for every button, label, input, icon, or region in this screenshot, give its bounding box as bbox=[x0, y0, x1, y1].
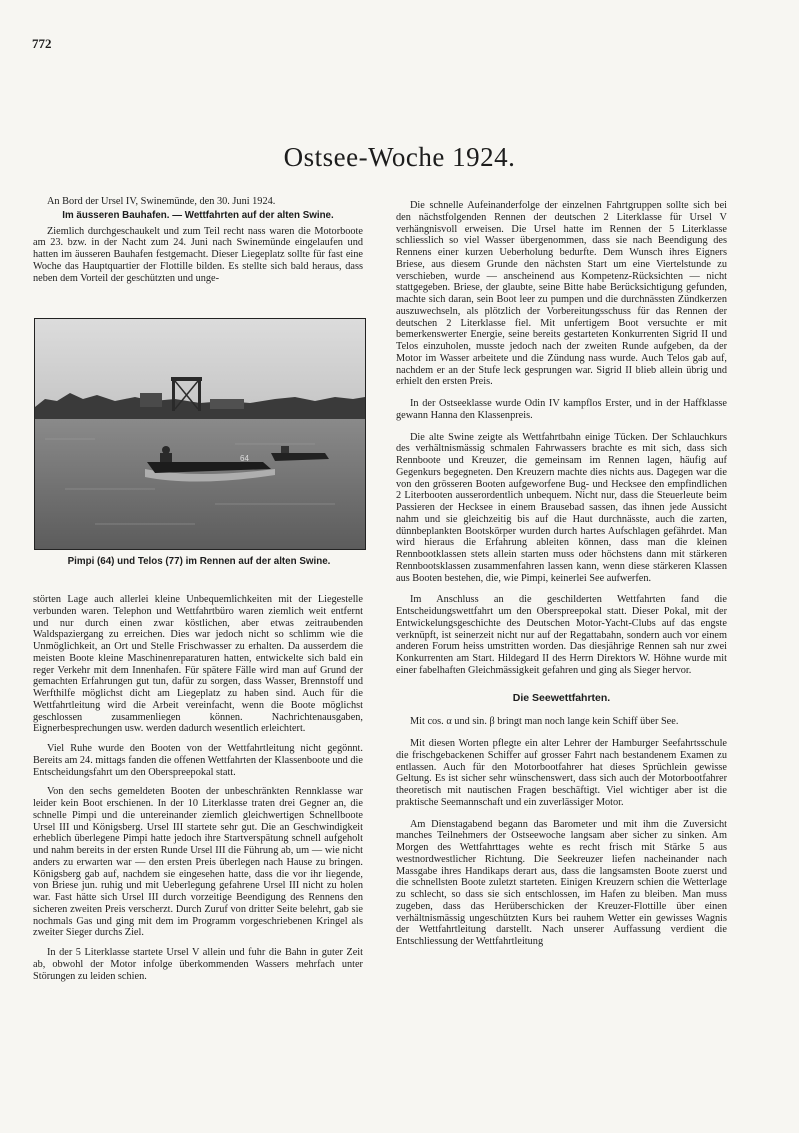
page-number: 772 bbox=[32, 36, 52, 51]
race-photo-image bbox=[35, 319, 365, 549]
paragraph: Am Dienstagabend begann das Barometer und mit ihm die Zuversicht manches Teilnehmers der Ostseewoche langsam aber sicher zu sinken. Am Morgen des Wettfahrttages wehte es recht frisch mit Stärke 5 aus westnordwestlicher Richtung. Die Seekreuzer liefen nacheinander nach Massgabe ihres Handikaps derart aus, dass die langsamsten Boote zuerst und die schnellsten Boote zuletzt starteten. Einigen Kreuzern schien die Wetterlage zu schlecht, so dass sie sich entschlossen, im Hafen zu bleiben. Man muss zugeben, dass das Herüberschicken der Kreuzer-Flottille über einen verhältnismässig ungeschützten Kurs bei rauhem Wetter ein gewisses Wagnis der Wettfahrtleitung darstellt. Nach unserer Auffassung verdient die Entschliessung der Wettfahrtleitung bbox=[396, 818, 727, 947]
paragraph: Von den sechs gemeldeten Booten der unbeschränkten Rennklasse war leider kein Boot erschienen. In der 10 Literklasse traten drei Gegner an, die schnelle Pimpi und die untereinander ziemlich gleichwertigen Schnellboote Ursel III und Königsberg. Ursel III startete sehr gut. Die an Geschwindigkeit erheblich überlegene Pimpi hatte jedoch ihre Startverspätung schnell aufgeholt und nahm bereits in der ersten Runde Ursel III die Führung ab, um — wie nicht anders zu erwarten war — den ersten Preis überlegen nach Hause zu bringen. Königsberg gab auf, nachdem sie eingesehen hatte, dass die vor ihr liegende, von Briese jun. ruhig und mit Ueberlegung gefahrene Ursel III nicht zu holen war. Fast hätte sich Ursel III durch vorzeitige Beendigung des Rennens den sicheren zweiten Preis verscherzt. Durch Zuruf von dritter Seite belehrt, gab sie nochmals Gas und ging mit dem im Programm vorgeschriebenen Kringel als zweiter Sieger durchs Ziel. bbox=[33, 786, 363, 939]
paragraph: störten Lage auch allerlei kleine Unbequemlichkeiten mit der Liegestelle verbunden waren. Telephon und Wettfahrtbüro waren ziemlich weit entfernt und nur durch einen zwar köstlichen, aber etwas zeitraubenden Waldspaziergang zu erreichen. Dies war jedoch nicht so schlimm wie die Unmöglichkeit, an Ort und Stelle Frischwasser zu erhalten. Da ausserdem die meisten Boote kleine Maschinenreparaturen hatten, entwickelte sich bald ein reger Verkehr mit dem Innenhafen. Für spätere Fälle wird man auf Grund der gemachten Erfahrungen gut tun, dafür zu sorgen, dass Wasser, Brennstoff und Werfthilfe möglichst dicht am Liegeplatz zu haben sind. Auch für die Wettfahrtleitung wird die Arbeit vereinfacht, wenn die Boote möglichst geschlossen zusammenliegen können. Nachrichtenausgaben, Eignerbesprechungen usw. werden dadurch wesentlich erleichtert. bbox=[33, 594, 363, 735]
section-subhead: Im äusseren Bauhafen. — Wettfahrten auf der alten Swine. bbox=[62, 209, 334, 221]
paragraph: In der 5 Literklasse startete Ursel V allein und fuhr die Bahn in guter Zeit ab, obwohl der Motor infolge überkommenden Wassers mehrfach unter Störungen zu leiden schien. bbox=[33, 947, 363, 982]
paragraph: Viel Ruhe wurde den Booten von der Wettfahrtleitung nicht gegönnt. Bereits am 24. mittags fanden die offenen Wettfahrten der Klassenboote und die Entscheidungsfahrt um den Oberspreepokal statt. bbox=[33, 743, 363, 778]
race-photo bbox=[34, 318, 366, 550]
paragraph: Die alte Swine zeigte als Wettfahrtbahn einige Tücken. Der Schlauchkurs des verhältnismässig schmalen Fahrwassers brachte es mit sich, dass sich Rennboote und Kreuzer, die gemeinsam im Rennen lagen, häufig auf Gegenkurs begegneten. Den Kreuzern machte dies nichts aus. Dagegen war die von den grösseren Booten aufgeworfene Bug- und Hecksee den empfindlichen 2 Literbooten ausserordentlich unbequem. Nicht nur, dass die Steuerleute beim Passieren der Hecksee in einem Brausebad sassen, das ihnen jede Aussicht nahm und sie gleichzeitig bis auf die Haut durchnässte, auch die zarten, dünnbeplankten Bootskörper wurden durch hartes Aufschlagen gefährdet. Man wird hieraus die Erfahrung ableiten können, dass man die kleinen Rennbootklassen stets allein starten muss oder höchstens dann mit stärkeren Rennbootsklassen zusammenfahren lassen kann, wenn diese stärkeren Klassen aus Booten bestehen, die, wie Pimpi, keinerlei See aufwerfen. bbox=[396, 431, 727, 584]
left-column-top bbox=[33, 196, 363, 284]
article-title: Ostsee-Woche 1924. bbox=[283, 142, 516, 172]
paragraph: In der Ostseeklasse wurde Odin IV kampflos Erster, und in der Haffklasse gewann Hanna den Klassenpreis. bbox=[396, 398, 727, 421]
paragraph: Ziemlich durchgeschaukelt und zum Teil recht nass waren die Motorboote am 23. bzw. in der Nacht zum 24. Juni nach Swinemünde eingelaufen und hatten im äusseren Bauhafen festgemacht. Dieser Liegeplatz sollte für fast eine Woche das Hauptquartier der Flottille bilden. Es stellte sich bald heraus, dass neben dem Vorteil der geschützten und unge- bbox=[33, 225, 363, 284]
svg-text:64: 64 bbox=[240, 454, 249, 463]
paragraph: Mit diesen Worten pflegte ein alter Lehrer der Hamburger Seefahrtsschule die frischgebackenen Schiffer auf grosser Fahrt nach bestandenem Examen zu entlassen. Auch für den Motorbootfahrer hat dieses Sprüchlein gewisse Geltung. Es ist sicher sehr wünschenswert, dass sich auch der Motorbootfahrer theoretisch mit nautischen Fragen beschäftigt. Viel wichtiger aber ist die praktische Seemannschaft und ein zuverlässiger Motor. bbox=[396, 738, 727, 808]
paragraph: Im Anschluss an die geschilderten Wettfahrten fand die Entscheidungswettfahrt um den Oberspreepokal statt. Dieser Pokal, mit der Entwickelungsgeschichte des Deutschen Motor-Yacht-Clubs auf das engste verknüpft, ist seinerzeit nicht nur auf der Regattabahn, sondern auch vor einem anderen Forum heiss umstritten worden. Das diesjährige Rennen sah nur zwei Konkurrenten am Start. Hildegard II des Herrn Direktors W. Höhne wurde mit einer fabelhaften Gleichmässigkeit gefahren und ging als Sieger hervor. bbox=[396, 594, 727, 676]
dateline: An Bord der Ursel IV, Swinemünde, den 30. Juni 1924. bbox=[47, 196, 276, 207]
photo-caption: Pimpi (64) und Telos (77) im Rennen auf der alten Swine. bbox=[67, 556, 331, 567]
section-heading: Die Seewettfahrten. bbox=[512, 691, 611, 704]
right-column bbox=[396, 200, 727, 948]
paragraph: Die schnelle Aufeinanderfolge der einzelnen Fahrtgruppen sollte sich bei den nächstfolgenden Rennen der deutschen 2 Literklasse für Ursel V verhängnisvoll erweisen. Die Ursel hatte im Rennen der 5 Literklasse schliesslich so viel Wasser übergenommen, dass sie nach Beendigung des Rennens einer kurzen Ueberholung bedurfte. Dem Wunsch ihres Eigners Briese, aus diesem Grunde den nächsten Start um eine Viertelstunde zu verschieben, wurde — anscheinend aus Kompetenz-Rücksichten — nicht stattgegeben. Briese, der glaubte, seine Bitte habe Berücksichtigung gefunden, machte sich daran, sein Boot leer zu pumpen und die durchnässten Zündkerzen auszuwechseln, als plötzlich der Vorbereitungsschuss für das Rennen der deutschen 2 Literklasse fiel. Mit unfertigem Boot versuchte er mit bemerkenswerter Energie, seine bereits gestarteten Konkurrenten Sigrid II und Telos einzuholen, musste jedoch nach der zweiten Runde aufgeben, da der Motor im Wasser arbeitete und die Zündung nass wurde. Auch Telos gab auf, nachdem er an der Stufe leck gesprungen war. Sigrid II blieb allein übrig und erhielt den ersten Preis. bbox=[396, 200, 727, 388]
paragraph: Mit cos. α und sin. β bringt man noch lange kein Schiff über See. bbox=[410, 716, 679, 728]
left-column-bottom bbox=[33, 594, 363, 982]
